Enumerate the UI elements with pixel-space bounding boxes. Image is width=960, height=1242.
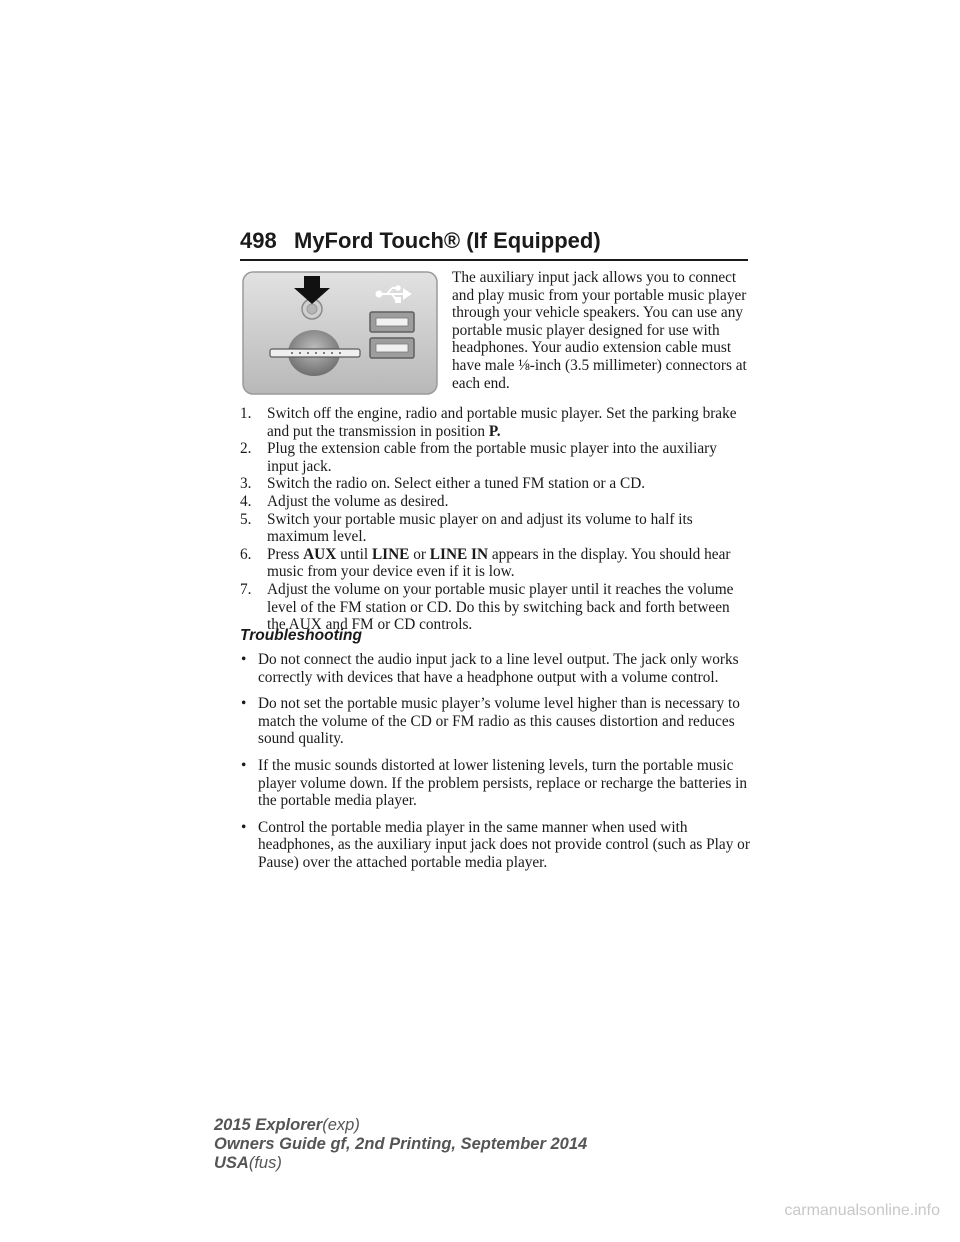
list-item: • Do not connect the audio input jack to a line level output. The jack only works correctly with devices that have a headphone output with a volume control. — [241, 651, 739, 686]
step-item: 3. Switch the radio on. Select either a tuned FM station or a CD. — [240, 475, 646, 493]
aux-usb-panel-illustration — [242, 270, 438, 396]
step-item: 2. Plug the extension cable from the portable music player into the auxiliary input jack. — [240, 440, 717, 475]
page-number: 498 — [240, 228, 277, 253]
troubleshooting-heading: Troubleshooting — [240, 627, 362, 644]
list-item: • If the music sounds distorted at lower listening levels, turn the portable music player volume down. If the problem persists, replace or recharge the batteries in the portable media player. — [241, 756, 748, 810]
footer-line-2: Owners Guide gf, 2nd Printing, September 2014 — [214, 1135, 588, 1153]
step-item: 6. Press AUX until LINE or LINE IN appears in the display. You should hear music from your device even if it is low. — [240, 545, 731, 581]
footer-line-1: 2015 Explorer(exp) — [214, 1116, 360, 1134]
instruction-steps — [240, 405, 752, 634]
watermark-link[interactable]: carmanualsonline.info — [784, 1202, 940, 1219]
header-rule — [240, 259, 748, 261]
intro-paragraph: The auxiliary input jack allows you to connect and play music from your portable music player through your vehicle speakers. You can use any portable music player designed for use with headphones. Your audio extension cable must have male ⅛-inch (3.5 millimeter) connectors at each end. — [452, 269, 747, 392]
list-item: • Do not set the portable music player’s volume level higher than is necessary to match the volume of the CD or FM radio as this causes distortion and reduces sound quality. — [241, 695, 740, 748]
page-title: MyFord Touch® (If Equipped) — [294, 228, 601, 253]
usb-port-top-icon — [370, 312, 414, 332]
document-footer — [214, 1116, 587, 1173]
list-item: • Control the portable media player in the same manner when used with headphones, as the auxiliary input jack does not provide control (such as Play or Pause) over the attached portable media player. — [241, 818, 750, 871]
step-item: 4. Adjust the volume as desired. — [240, 492, 449, 510]
step-item: 1. Switch off the engine, radio and portable music player. Set the parking brake and put the transmission in position P. — [240, 405, 737, 440]
page-header — [240, 228, 748, 258]
step-item: 7. Adjust the volume on your portable music player until it reaches the volume level of the FM station or CD. Do this by switching back and forth between the AUX and FM or CD controls. — [240, 580, 734, 634]
footer-line-3: USA(fus) — [214, 1154, 282, 1172]
step-item: 5. Switch your portable music player on and adjust its volume to half its maximum level. — [240, 510, 693, 546]
troubleshooting-list — [240, 651, 752, 881]
usb-port-bottom-icon — [370, 338, 414, 358]
